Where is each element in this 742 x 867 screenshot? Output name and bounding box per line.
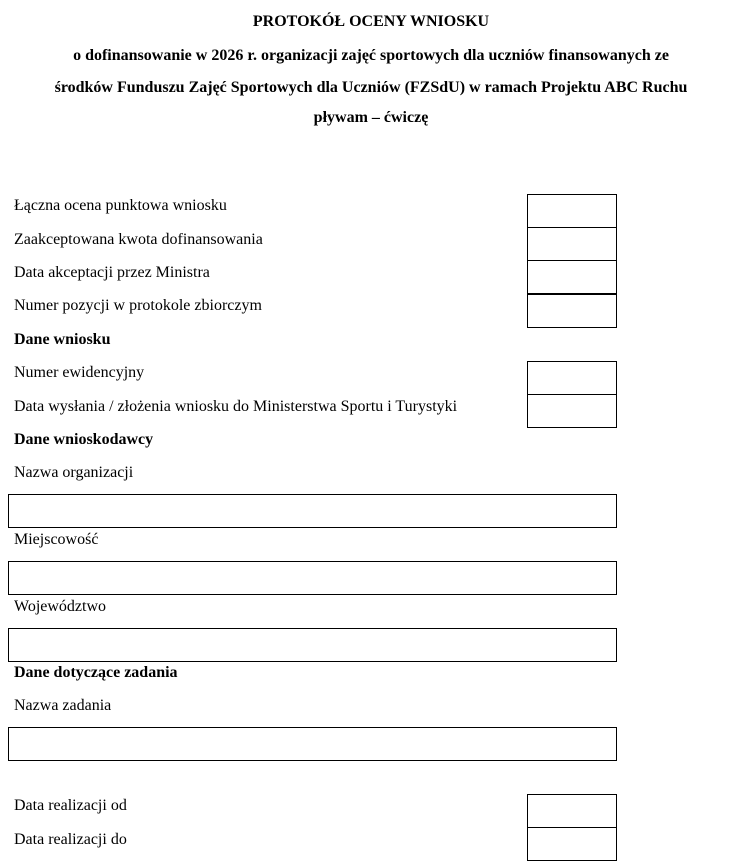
score-field[interactable]	[527, 194, 617, 228]
register-number-label: Numer ewidencyjny	[14, 364, 145, 381]
organization-name-label: Nazwa organizacji	[14, 464, 134, 481]
end-date-field[interactable]	[527, 827, 617, 861]
amount-field[interactable]	[527, 227, 617, 261]
task-name-field[interactable]	[8, 727, 617, 761]
position-number-label: Numer pozycji w protokole zbiorczym	[14, 297, 262, 314]
city-label: Miejscowość	[14, 531, 99, 548]
subtitle-line-2: środków Funduszu Zajęć Sportowych dla Uczniów (FZSdU) w ramach Projektu ABC Ruchu	[54, 79, 688, 96]
application-section-heading: Dane wniosku	[14, 331, 111, 348]
subtitle-line-1: o dofinansowanie w 2026 r. organizacji zajęć sportowych dla uczniów finansowanych ze	[73, 47, 669, 64]
voivodeship-field[interactable]	[8, 628, 617, 662]
start-date-field[interactable]	[527, 794, 617, 828]
score-label: Łączna ocena punktowa wniosku	[14, 197, 227, 214]
register-number-field[interactable]	[527, 361, 617, 395]
subtitle-line-3: pływam – ćwiczę	[313, 109, 429, 126]
document-title: PROTOKÓŁ OCENY WNIOSKU	[252, 13, 490, 30]
submission-date-field[interactable]	[527, 394, 617, 428]
acceptance-date-field[interactable]	[527, 260, 617, 294]
task-section-heading: Dane dotyczące zadania	[14, 664, 178, 681]
organization-name-field[interactable]	[8, 494, 617, 528]
acceptance-date-label: Data akceptacji przez Ministra	[14, 264, 210, 281]
applicant-section-heading: Dane wnioskodawcy	[14, 431, 154, 448]
submission-date-label: Data wysłania / złożenia wniosku do Ministerstwa Sportu i Turystyki	[14, 398, 458, 415]
end-date-label: Data realizacji do	[14, 831, 127, 848]
start-date-label: Data realizacji od	[14, 797, 127, 814]
position-number-field[interactable]	[527, 294, 617, 328]
voivodeship-label: Województwo	[14, 598, 107, 615]
city-field[interactable]	[8, 561, 617, 595]
task-name-label: Nazwa zadania	[14, 697, 112, 714]
amount-label: Zaakceptowana kwota dofinansowania	[14, 231, 263, 248]
